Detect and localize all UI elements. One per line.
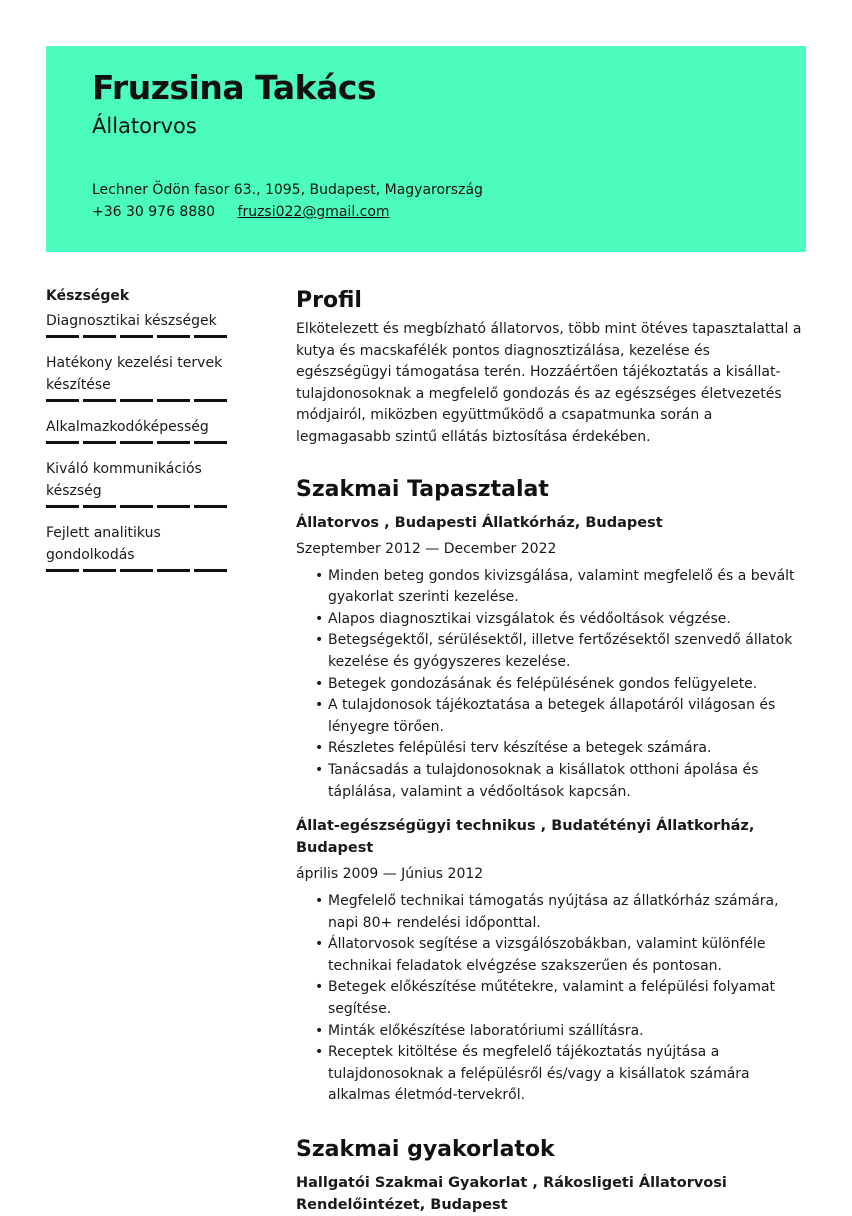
job-bullets: [328, 566, 808, 804]
list-item: • Minden beteg gondos kivizsgálása, valamint megfelelő és a bevált gyakorlat szerinti kezelése.: [328, 566, 808, 609]
skill-item: [46, 352, 228, 402]
skill-level-bar: [46, 441, 228, 444]
list-item: • Betegek előkészítése műtétekre, valamint a felépülési folyamat segítése.: [328, 977, 808, 1020]
skill-level-bar: [46, 335, 228, 338]
skill-label: Kiváló kommunikációs készség: [46, 461, 202, 499]
contact-row: [92, 204, 390, 220]
job-title: Állatorvos: [92, 114, 197, 138]
list-item: • Betegek gondozásának és felépülésének gondos felügyelete.: [328, 674, 808, 696]
header-banner: [46, 46, 806, 252]
job-heading: Állatorvos , Budapesti Állatkórház, Budapest: [296, 514, 663, 531]
skill-level-bar: [46, 505, 228, 508]
skill-label: Diagnosztikai készségek: [46, 313, 217, 329]
experience-section: [296, 477, 808, 1107]
job-dates: április 2009 — Június 2012: [296, 866, 484, 883]
list-item: • A tulajdonosok tájékoztatása a betegek állapotáról világosan és lényegre törően.: [328, 695, 808, 738]
skill-level-bar: [46, 399, 228, 402]
experience-heading: Szakmai Tapasztalat: [296, 476, 549, 502]
practice-section: [296, 1137, 808, 1216]
skills-title: Készségek: [46, 288, 130, 304]
job-entry: [296, 815, 808, 1107]
phone: +36 30 976 8880: [92, 204, 216, 220]
skill-level-bar: [46, 569, 228, 572]
practice-entry-heading: Hallgatói Szakmai Gyakorlat , Rákosligeti Állatorvosi Rendelőintézet, Budapest: [296, 1175, 727, 1214]
job-entry: [296, 512, 808, 804]
list-item: • Tanácsadás a tulajdonosoknak a kisállatok otthoni ápolása és táplálása, valamint a védőoltások kapcsán.: [328, 760, 808, 803]
profile-text: Elkötelezett és megbízható állatorvos, több mint ötéves tapasztalattal a kutya és macskafélék pontos diagnosztizálása, kezelése és egészségügyi támogatása terén. Hozzáértően tájékoztatás a kisállat-tulajdonosoknak a megfelelő gondozás és az egészséges életvezetés módjairól, miközben együttműködő a csapatmunka során a legmagasabb szintű ellátás biztosítása érdekében.: [296, 321, 802, 445]
list-item: • Állatorvosok segítése a vizsgálószobákban, valamint különféle technikai feladatok elvégzése szakszerűen és pontosan.: [328, 934, 808, 977]
job-bullets: [328, 891, 808, 1107]
list-item: • Alapos diagnosztikai vizsgálatok és védőoltások végzése.: [328, 609, 808, 631]
skill-label: Hatékony kezelési tervek készítése: [46, 355, 223, 393]
skill-item: [46, 416, 228, 444]
skill-label: Fejlett analitikus gondolkodás: [46, 525, 161, 563]
list-item: • Részletes felépülési terv készítése a betegek számára.: [328, 738, 808, 760]
skill-label: Alkalmazkodóképesség: [46, 419, 209, 435]
list-item: • Betegségektől, sérülésektől, illetve fertőzésektől szenvedő állatok kezelése és gyógyszeres kezelése.: [328, 630, 808, 673]
address: Lechner Ödön fasor 63., 1095, Budapest, Magyarország: [92, 182, 483, 198]
job-heading: Állat-egészségügyi technikus , Budatétényi Állatkorház, Budapest: [296, 818, 755, 857]
skill-item: [46, 458, 228, 508]
main-content: [296, 288, 808, 1216]
list-item: • Minták előkészítése laboratóriumi szállításra.: [328, 1021, 808, 1043]
list-item: • Megfelelő technikai támogatás nyújtása az állatkórház számára, napi 80+ rendelési időponttal.: [328, 891, 808, 934]
practice-heading: Szakmai gyakorlatok: [296, 1137, 555, 1163]
skills-sidebar: [46, 288, 228, 586]
profile-heading: Profil: [296, 288, 362, 313]
candidate-name: Fruzsina Takács: [92, 68, 377, 107]
job-dates: Szeptember 2012 — December 2022: [296, 540, 557, 557]
list-item: • Receptek kitöltése és megfelelő tájékoztatás nyújtása a tulajdonosoknak a felépülésről és/vagy a kisállatok számára alkalmas életmód-tervekről.: [328, 1042, 808, 1107]
skill-item: [46, 310, 228, 338]
email-link[interactable]: fruzsi022@gmail.com: [237, 204, 390, 220]
skill-item: [46, 522, 228, 572]
